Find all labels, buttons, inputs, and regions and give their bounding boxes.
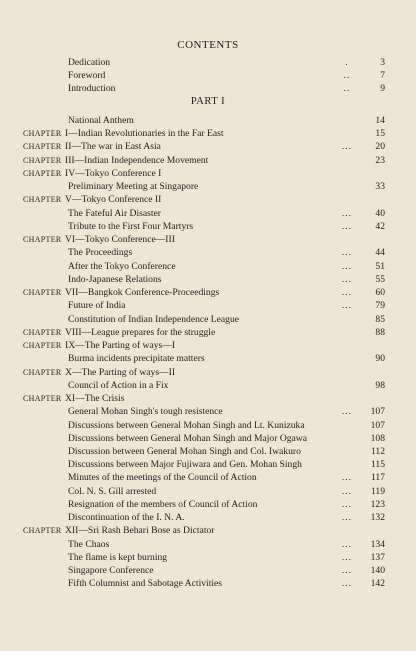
page-number: 108 [370,432,385,444]
chapter-label: CHAPTER [23,195,62,205]
entry-title: Preliminary Meeting at Singapore [68,181,199,193]
page-number: 79 [375,300,385,312]
entry-title: XII—Sri Rash Behari Bose as Dictator [65,525,215,537]
page-number: 107 [370,406,385,418]
entry-title: V—Tokyo Conference II [65,194,162,206]
entry-title: Future of India [68,300,126,312]
part-heading: PART I [190,96,226,107]
entry-title: Discontinuation of the I. N. A. [68,512,185,524]
page-number: 132 [370,512,385,524]
entry-title: National Anthem [68,115,134,126]
entry-title: Indo-Japanese Relations [68,273,162,285]
page-title: CONTENTS [177,39,239,51]
chapter-label: CHAPTER [23,288,62,298]
entry-title: The Chaos [68,538,110,550]
entry-title: VII—Bangkok Conference-Proceedings [65,287,220,299]
chapter-label: CHAPTER [23,327,62,337]
leader-dots: ... [341,207,353,219]
entry-title: Council of Action in a Fix [68,379,169,391]
leader-dots: ... [341,498,353,510]
leader-dots: . [345,57,349,68]
page-number: 119 [370,485,385,497]
entry-title: General Mohan Singh's tough resistence [68,406,223,418]
entry-title: Discussion between General Mohan Singh and Col. Iwakuro [68,446,301,457]
page-number: 40 [375,207,385,219]
page-number: 134 [370,538,385,550]
entry-title: IX—The Parting of ways—I [65,340,176,352]
entry-title: Discussions between General Mohan Singh and Major Ogawa [68,432,307,444]
page-number: 137 [370,551,385,563]
chapter-label: CHAPTER [23,526,62,536]
entry-title: XI—The Crisis [65,393,125,405]
page-number: 140 [370,565,385,577]
page-number: 33 [375,181,385,193]
entry-title: VI—Tokyo Conference—III [65,234,175,246]
leader-dots: ... [341,565,353,577]
page-number: 85 [375,313,385,325]
leader-dots: ... [341,538,353,550]
entry-title: Introduction [68,83,116,95]
page-number: 107 [370,419,385,431]
entry-title: Tribute to the First Four Martyrs [68,220,194,232]
leader-dots: ... [341,512,353,524]
leader-dots: ... [341,220,353,232]
chapter-label: CHAPTER [23,142,62,152]
leader-dots: .. [343,83,351,95]
page-number: 90 [375,353,385,365]
entry-title: II—The war in East Asia [65,141,161,153]
entry-title: Minutes of the meetings of the Council of Action [68,472,257,484]
leader-dots: ... [341,247,353,259]
leader-dots: ... [341,260,353,272]
entry-title: Discussions between General Mohan Singh and Lt. Kunizuka [68,419,305,431]
page-number: 23 [375,154,385,166]
entry-title: Fifth Columnist and Sabotage Activities [68,578,223,590]
page-number: 9 [380,83,385,95]
page-number: 117 [370,472,385,484]
leader-dots: ... [341,300,353,312]
entry-title: Singapore Conference [68,565,154,577]
entry-title: Burma incidents precipitate matters [68,353,205,365]
page-number: 115 [370,459,385,471]
leader-dots: ... [341,141,353,153]
chapter-label: CHAPTER [23,235,62,245]
page-number: 88 [375,326,385,338]
entry-title: After the Tokyo Conference [68,260,176,272]
entry-title: VIII—League prepares for the struggle [65,326,216,338]
entry-title: IV—Tokyo Conference I [65,167,162,179]
entry-title: III—Indian Independence Movement [65,154,209,166]
entry-title: X—The Parting of ways—II [65,366,176,378]
chapter-label: CHAPTER [23,341,62,351]
page-number: 55 [375,273,385,285]
toc-row [0,577,416,593]
entry-title: Col. N. S. Gill arrested [68,485,157,497]
page-number: 3 [380,57,385,68]
leader-dots: ... [341,472,353,484]
leader-dots: ... [341,287,353,299]
page-number: 51 [375,260,385,272]
entry-title: Resignation of the members of Council of Action [68,498,258,510]
leader-dots: ... [341,406,353,418]
page-number: 142 [370,578,385,590]
toc-row [0,82,416,98]
page-number: 123 [370,498,385,510]
leader-dots: ... [341,578,353,590]
entry-title: Dedication [68,57,111,68]
entry-title: I—Indian Revolutionaries in the Far East [65,128,224,140]
entry-title: Foreword [68,70,106,82]
chapter-label: CHAPTER [23,129,62,139]
page-number: 60 [375,287,385,299]
entry-title: Constitution of Indian Independence League [68,313,240,325]
page-number: 14 [375,115,385,126]
entry-title: The Fateful Air Disaster [68,207,161,219]
page-number: 112 [370,446,385,457]
page-number: 7 [380,70,385,82]
leader-dots: ... [341,551,353,563]
entry-title: Discussions between Major Fujiwara and Gen. Mohan Singh [68,459,302,471]
entry-title: The Proceedings [68,247,133,259]
leader-dots: ... [341,485,353,497]
chapter-label: CHAPTER [23,155,62,165]
page-number: 20 [375,141,385,153]
chapter-label: CHAPTER [23,367,62,377]
entry-title: The flame is kept burning [68,551,168,563]
leader-dots: .. [343,70,351,82]
page-number: 44 [375,247,385,259]
leader-dots: ... [341,273,353,285]
page-number: 42 [375,220,385,232]
chapter-label: CHAPTER [23,168,62,178]
page-number: 98 [375,379,385,391]
chapter-label: CHAPTER [23,394,62,404]
page-number: 15 [375,128,385,140]
